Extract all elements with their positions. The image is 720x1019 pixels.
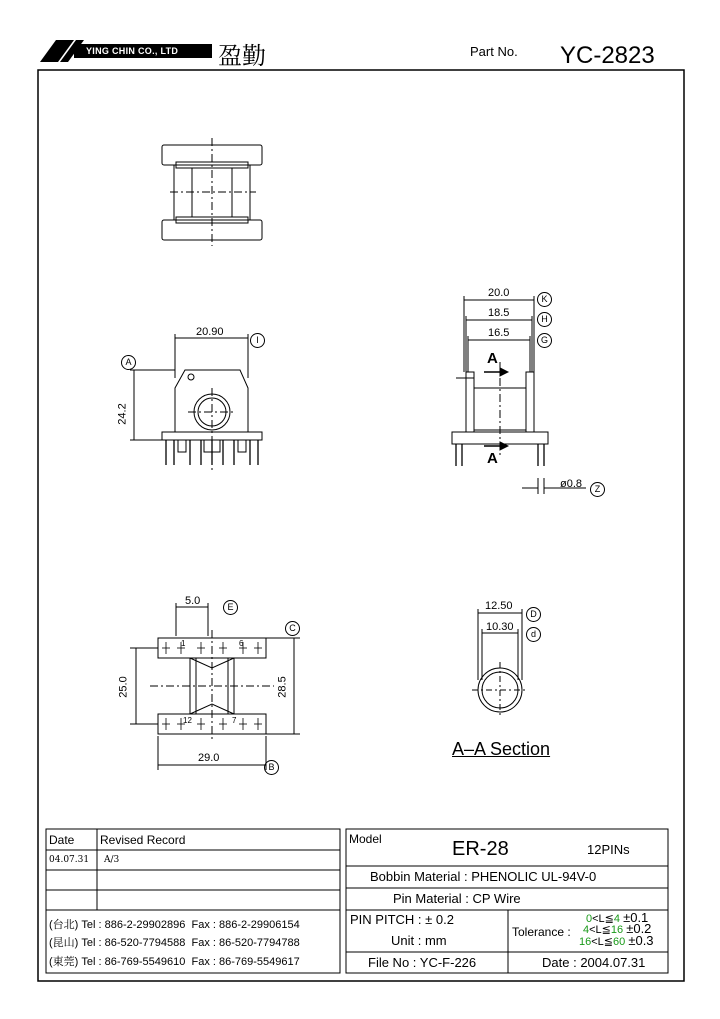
tolerance-label: Tolerance : bbox=[512, 925, 571, 939]
tag-e: E bbox=[223, 600, 238, 615]
revision-record-header: Revised Record bbox=[100, 833, 186, 847]
date: 2004.07.31 bbox=[580, 955, 646, 970]
tag-d-lower: d bbox=[526, 627, 541, 642]
tol-rel: <L≦ bbox=[591, 936, 614, 948]
contact-fax: Fax : 86-769-5549617 bbox=[191, 956, 300, 968]
dim-12-50: 12.50 bbox=[485, 600, 513, 612]
contact-row bbox=[49, 918, 300, 932]
bobbin-material: PHENOLIC UL-94V-0 bbox=[471, 869, 597, 884]
side-view bbox=[452, 296, 586, 494]
unit-row bbox=[391, 934, 447, 948]
tag-g: G bbox=[537, 333, 552, 348]
tag-d-upper: D bbox=[526, 607, 541, 622]
contact-row bbox=[49, 955, 300, 969]
file-number-label: File No : bbox=[368, 955, 417, 970]
dim-18-5: 18.5 bbox=[488, 307, 510, 319]
tag-i: I bbox=[250, 333, 265, 348]
pin-material-row bbox=[393, 892, 521, 906]
part-number: YC-2823 bbox=[560, 42, 655, 69]
contact-fax: Fax : 86-520-7794788 bbox=[191, 937, 300, 949]
section-title: A–A Section bbox=[452, 739, 551, 759]
tol-hi: 4 bbox=[613, 913, 621, 925]
company-name: YING CHIN CO., LTD bbox=[86, 46, 179, 56]
tol-value: ±0.2 bbox=[626, 921, 652, 936]
contact-tel: Tel : 86-520-7794588 bbox=[81, 937, 186, 949]
contact-fax: Fax : 886-2-29906154 bbox=[191, 919, 300, 931]
unit: mm bbox=[424, 933, 447, 948]
tol-hi: 16 bbox=[610, 924, 624, 936]
pin-count: 12PINs bbox=[587, 842, 630, 857]
pin-material: CP Wire bbox=[472, 891, 521, 906]
pin-number-1: 1 bbox=[181, 639, 186, 648]
dim-20-0: 20.0 bbox=[488, 287, 510, 299]
bobbin-material-row bbox=[370, 870, 596, 884]
file-number-row bbox=[368, 956, 476, 970]
date-row bbox=[542, 956, 645, 970]
section-mark-bottom: A bbox=[487, 450, 498, 467]
tag-k: K bbox=[537, 292, 552, 307]
model-label: Model bbox=[349, 832, 382, 846]
dim-pitch-5-0: 5.0 bbox=[185, 595, 201, 607]
pin-number-6: 6 bbox=[239, 639, 244, 648]
revision-row-date: 04.07.31 bbox=[49, 855, 90, 865]
dim-20-90: 20.90 bbox=[196, 326, 224, 338]
dim-pin-diameter: ø0.8 bbox=[560, 478, 583, 490]
tag-a: A bbox=[121, 355, 136, 370]
bobbin-material-label: Bobbin Material : bbox=[370, 869, 468, 884]
date-label: Date : bbox=[542, 955, 577, 970]
contact-city: (昆山) bbox=[49, 937, 79, 949]
dim-29-0: 29.0 bbox=[198, 752, 220, 764]
part-number-label: Part No. bbox=[470, 44, 518, 59]
tol-rel: <L≦ bbox=[592, 913, 614, 925]
section-mark-top: A bbox=[487, 350, 498, 367]
model-name: ER-28 bbox=[452, 838, 509, 860]
pin-material-label: Pin Material : bbox=[393, 891, 469, 906]
tol-value: ±0.1 bbox=[623, 910, 649, 925]
tag-c: C bbox=[285, 621, 300, 636]
tag-b: B bbox=[264, 760, 279, 775]
tol-lo: 0 bbox=[586, 913, 593, 925]
tag-z: Z bbox=[590, 482, 605, 497]
tol-lo: 4 bbox=[583, 924, 590, 936]
tol-hi: 60 bbox=[613, 936, 626, 948]
bottom-view bbox=[130, 603, 300, 770]
revision-row-record: A/3 bbox=[104, 855, 120, 865]
pin-number-7: 7 bbox=[232, 716, 237, 725]
dim-24-2: 24.2 bbox=[116, 403, 129, 425]
contact-tel: Tel : 886-2-29902896 bbox=[81, 919, 186, 931]
contact-city: (台北) bbox=[49, 919, 79, 931]
revision-date-header: Date bbox=[49, 833, 75, 847]
pin-pitch-row bbox=[350, 913, 454, 927]
contact-city: (東莞) bbox=[49, 956, 79, 968]
tol-lo: 16 bbox=[579, 936, 592, 948]
unit-label: Unit : bbox=[391, 933, 422, 948]
contact-tel: Tel : 86-769-5549610 bbox=[81, 956, 186, 968]
dim-28-5: 28.5 bbox=[276, 676, 289, 698]
tolerance-row bbox=[579, 935, 654, 948]
company-name-cn: 盈勤 bbox=[218, 42, 266, 70]
contact-row bbox=[49, 936, 300, 950]
dim-16-5: 16.5 bbox=[488, 327, 510, 339]
pin-pitch-label: PIN PITCH : bbox=[350, 912, 422, 927]
dim-25-0: 25.0 bbox=[117, 676, 130, 698]
front-view bbox=[130, 334, 262, 470]
dim-10-30: 10.30 bbox=[486, 621, 514, 633]
tol-rel: <L≦ bbox=[589, 924, 611, 936]
pin-number-12: 12 bbox=[183, 716, 192, 725]
pin-pitch: ± 0.2 bbox=[425, 912, 454, 927]
top-view bbox=[162, 138, 262, 246]
file-number: YC-F-226 bbox=[419, 955, 477, 970]
revision-table bbox=[46, 829, 340, 973]
tol-value: ±0.3 bbox=[628, 933, 654, 948]
tag-h: H bbox=[537, 312, 552, 327]
